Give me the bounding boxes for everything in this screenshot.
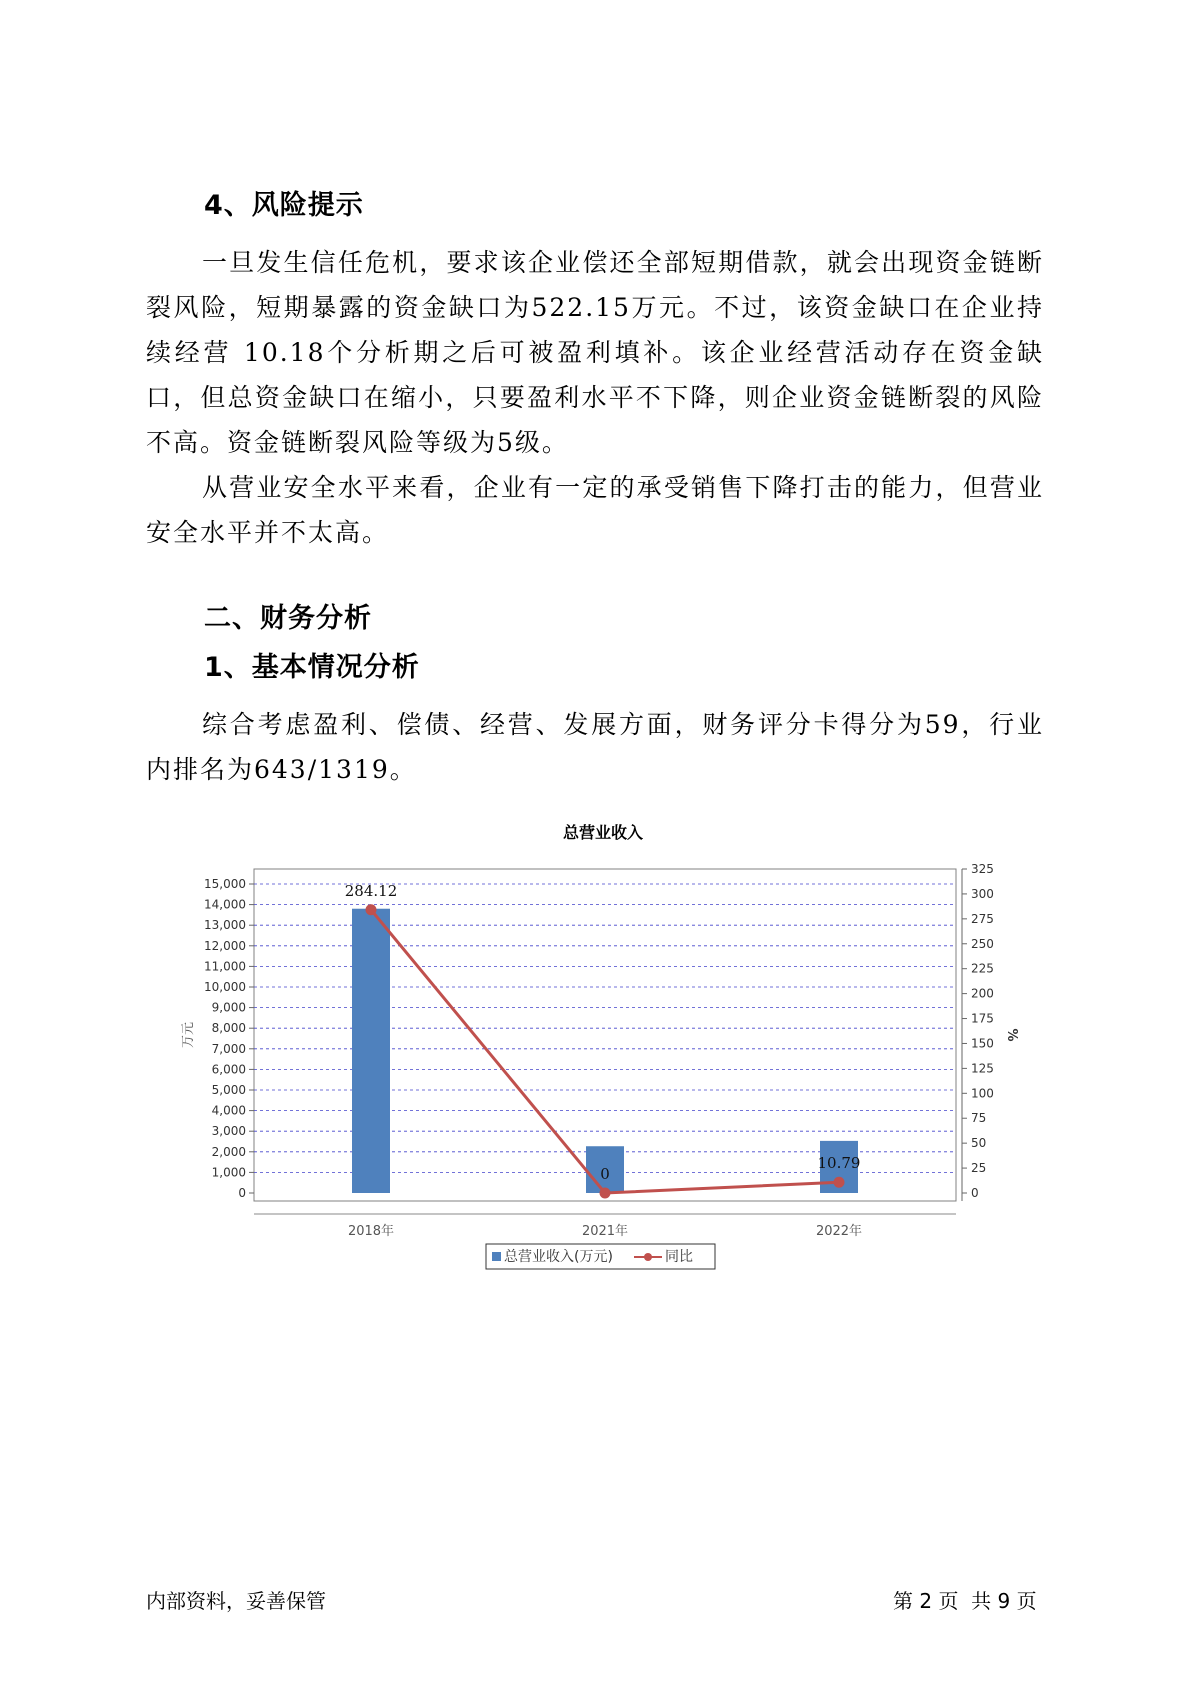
- y2-tick-label: 250: [971, 936, 994, 951]
- y2-tick-label: 300: [971, 886, 994, 901]
- y2-tick-label: 325: [971, 862, 994, 876]
- y-axis-label: 万元: [181, 1021, 196, 1049]
- legend-line-label: 同比: [665, 1249, 693, 1265]
- y2-tick-label: 50: [971, 1136, 987, 1151]
- bar: [352, 909, 390, 1193]
- y2-tick-label: 275: [971, 911, 994, 926]
- y2-tick-label: 225: [971, 961, 994, 976]
- heading-basic-analysis: 1、基本情况分析: [204, 652, 420, 683]
- heading-finance: 二、财务分析: [204, 603, 372, 634]
- x-tick-label: 2018年: [347, 1224, 395, 1239]
- risk-paragraph-1: 一旦发生信任危机，要求该企业偿还全部短期借款，就会出现资金链断裂风险，短期暴露的资金缺口为522.15万元。不过，该资金缺口在企业持续经营 10.18个分析期之后可被盈利填补。该企业经营活动存在资金缺口，但总资金缺口在缩小，只要盈利水平不下降，则企业资金链断裂的风险不高。资金链断裂风险等级为5级。: [146, 248, 1044, 457]
- data-label: 0: [600, 1165, 610, 1183]
- y2-tick-label: 25: [971, 1161, 987, 1176]
- y-tick-label: 2,000: [211, 1144, 246, 1159]
- y-tick-label: 9,000: [211, 1000, 246, 1015]
- legend-bar-label: 总营业收入(万元): [504, 1249, 613, 1265]
- data-label: 10.79: [817, 1154, 861, 1173]
- y2-tick-label: 175: [971, 1011, 994, 1026]
- y2-tick-label: 150: [971, 1036, 994, 1051]
- y-tick-label: 10,000: [204, 980, 246, 994]
- y2-tick-label: 75: [971, 1111, 987, 1126]
- footer-confidential: 内部资料，妥善保管: [146, 1589, 326, 1613]
- y2-axis-label: %: [1004, 1028, 1019, 1042]
- y-tick-label: 12,000: [204, 938, 246, 953]
- line-point: [366, 904, 377, 915]
- line-point: [834, 1177, 845, 1188]
- y-tick-label: 7,000: [211, 1041, 246, 1056]
- y-tick-label: 1,000: [211, 1165, 246, 1180]
- y-tick-label: 5,000: [211, 1083, 246, 1097]
- y-tick-label: 13,000: [204, 918, 246, 933]
- chart-legend: [486, 1244, 715, 1269]
- y-tick-label: 6,000: [211, 1062, 246, 1077]
- y2-tick-label: 200: [971, 986, 994, 1001]
- heading-risk: 4、风险提示: [204, 190, 364, 221]
- chart-title: 总营业收入: [562, 823, 644, 842]
- y2-tick-label: 125: [971, 1061, 994, 1076]
- y-tick-label: 0: [238, 1186, 246, 1200]
- y2-tick-label: 0: [971, 1186, 979, 1200]
- x-tick-label: 2021年: [581, 1224, 629, 1239]
- basic-analysis-paragraph: 综合考虑盈利、偿债、经营、发展方面，财务评分卡得分为59，行业内排名为643/1319。: [146, 710, 1044, 784]
- y-tick-label: 4,000: [211, 1103, 246, 1118]
- y-tick-label: 11,000: [204, 959, 246, 974]
- legend-bar-swatch: [492, 1252, 501, 1261]
- line-point: [600, 1188, 611, 1199]
- x-tick-label: 2022年: [815, 1224, 863, 1239]
- revenue-chart: [170, 815, 1020, 1275]
- y-tick-label: 15,000: [204, 877, 246, 891]
- risk-paragraph-2: 从营业安全水平来看，企业有一定的承受销售下降打击的能力，但营业安全水平并不太高。: [146, 473, 1044, 547]
- y-tick-label: 14,000: [204, 897, 246, 912]
- y2-tick-label: 100: [971, 1086, 994, 1101]
- y-tick-label: 8,000: [211, 1021, 246, 1036]
- data-label: 284.12: [344, 881, 398, 900]
- footer-page-number: 第 2 页 共 9 页: [893, 1589, 1037, 1613]
- y-tick-label: 3,000: [211, 1124, 246, 1139]
